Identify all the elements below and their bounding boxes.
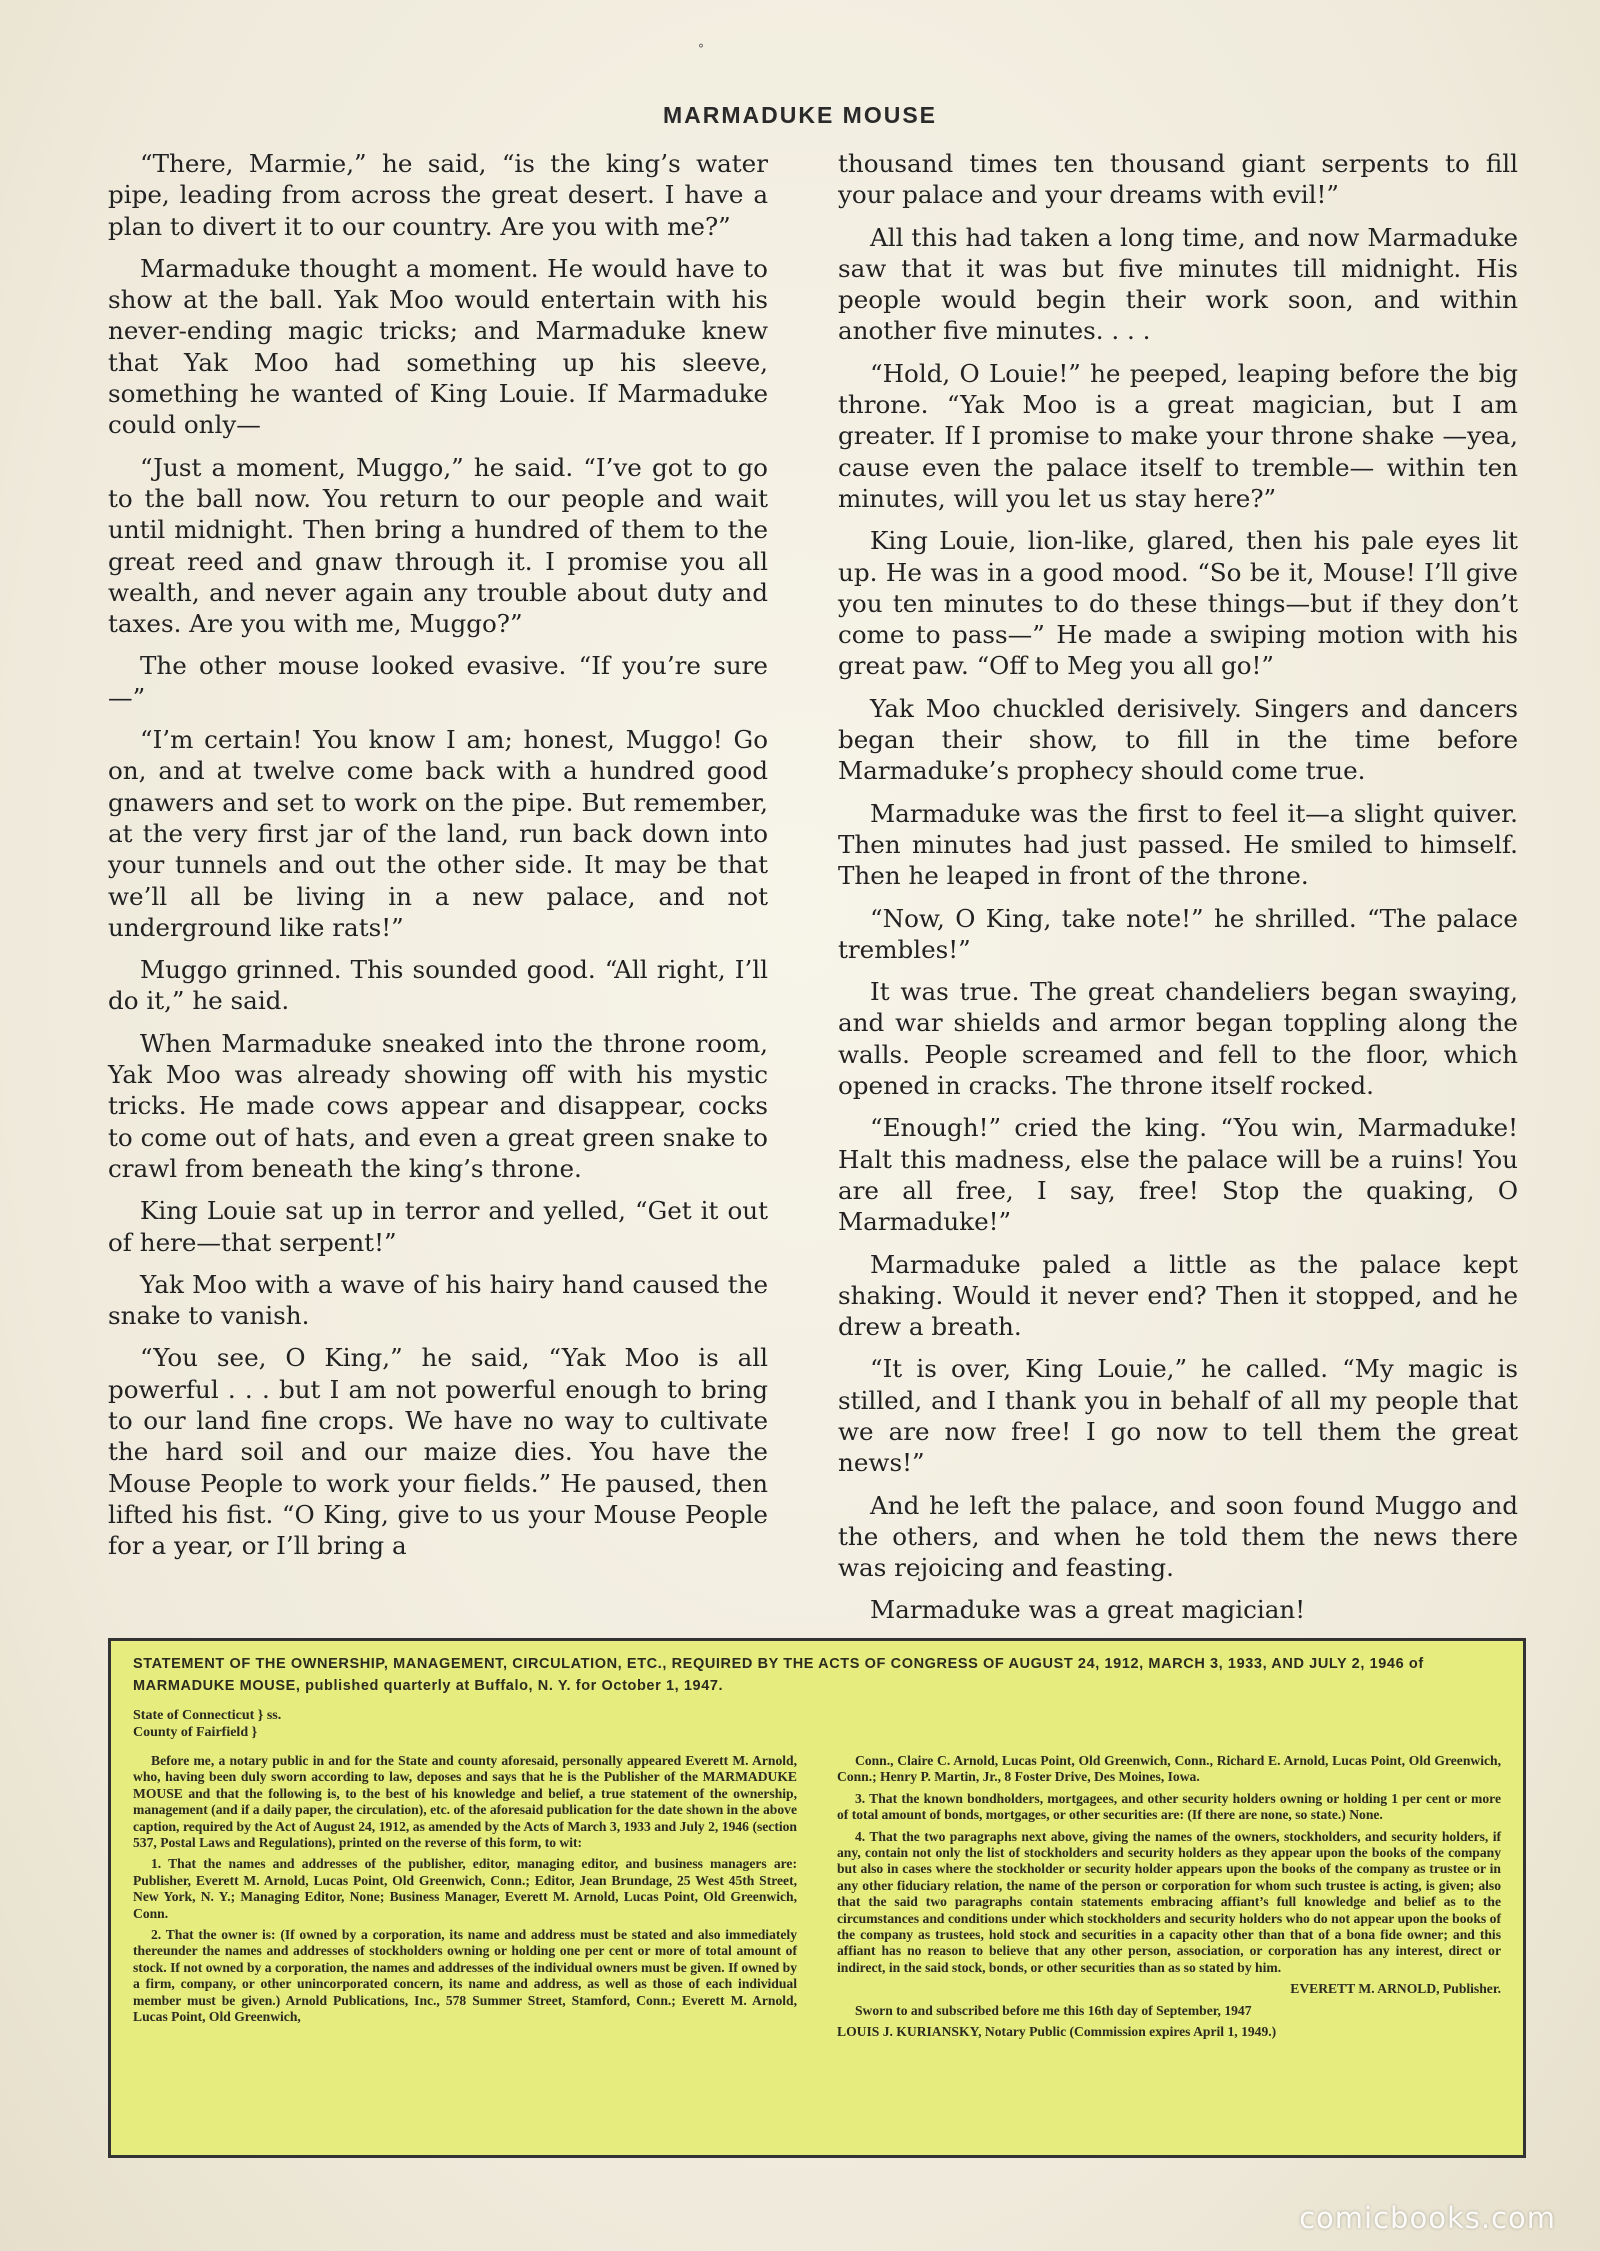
statement-column-left bbox=[133, 1753, 797, 2046]
story-paragraph: “Enough!” cried the king. “You win, Marmaduke! Halt this madness, else the palace will be a ruins! You are all free, I say, free! Stop the quaking, O Marmaduke!” bbox=[838, 1113, 1518, 1237]
story-paragraph: Yak Moo with a wave of his hairy hand caused the snake to vanish. bbox=[108, 1269, 768, 1331]
story-paragraph: Yak Moo chuckled derisively. Singers and dancers began their show, to fill in the time before Marmaduke’s prophecy should come true. bbox=[838, 693, 1518, 786]
running-head: MARMADUKE MOUSE bbox=[662, 102, 938, 128]
story-paragraph: King Louie sat up in terror and yelled, “Get it out of here—that serpent!” bbox=[108, 1196, 768, 1257]
venue-county: County of Fairfield } bbox=[133, 1725, 258, 1740]
statement-columns bbox=[133, 1753, 1501, 2046]
story-paragraph: It was true. The great chandeliers began swaying, and war shields and armor began toppling along the walls. People screamed and fell to the floor, which opened in cracks. The throne itself rocked. bbox=[838, 977, 1518, 1101]
story-paragraph: Marmaduke was the first to feel it—a slight quiver. Then minutes had just passed. He smiled to himself. Then he leaped in front of the throne. bbox=[838, 798, 1518, 891]
site-watermark: comicbooks.com bbox=[1299, 2201, 1556, 2235]
notary-line: LOUIS J. KURIANSKY, Notary Public (Commission expires April 1, 1949.) bbox=[837, 2024, 1277, 2040]
story-paragraph: The other mouse looked evasive. “If you’re sure—” bbox=[108, 651, 768, 712]
story-paragraph: All this had taken a long time, and now Marmaduke saw that it was but five minutes till midnight. His people would begin their work soon, and within another five minutes. . . . bbox=[838, 222, 1518, 346]
statement-paragraph: 1. That the names and addresses of the publisher, editor, managing editor, and business managers are: Publisher, Everett M. Arnold, Lucas Point, Old Greenwich, Conn.; Editor, Jean Brundage, 25 West 45th Street, New York, N. Y.; Managing Editor, None; Business Manager, Everett M. Arnold, Lucas Point, Old Greenwich, Conn. bbox=[133, 1856, 797, 1921]
statement-paragraph: 4. That the two paragraphs next above, giving the names of the owners, stockholders, and security holders, if any, contain not only the list of stockholders and security holders as they appear upon the books of the company but also in cases where the stockholder or security holder appears upon the books of the company as trustee or in any other fiduciary relation, the name of the person or corporation for whom such trustee is acting, is given; also that the said two paragraphs contain statements embracing affiant’s full knowledge and belief as to the circumstances and conditions under which stockholders and security holders who do not appear upon the books of the company as trustees, hold stock and securities in a capacity other than that of a bona fide owner; and this affiant has no reason to believe that any other person, association, or corporation has any interest, direct or indirect, in the said stock, bonds, or other securities than as so stated by him. bbox=[837, 1828, 1501, 1975]
statement-venue bbox=[133, 1707, 1501, 1741]
publisher-signature: EVERETT M. ARNOLD, Publisher. bbox=[1290, 1981, 1501, 1997]
story-column-right bbox=[838, 148, 1518, 1637]
ownership-statement-box bbox=[108, 1638, 1526, 2158]
statement-paragraph: Before me, a notary public in and for the State and county aforesaid, personally appeared Everett M. Arnold, who, having been duly sworn according to law, deposes and says that he is the Publisher of the MARMADUKE MOUSE and that the following is, to the best of his knowledge and belief, a true statement of the ownership, management (and if a daily paper, the circulation), etc. of the aforesaid publication for the date shown in the above caption, required by the Act of August 24, 1912, as amended by the Acts of March 3, 1933 and July 2, 1946 (section 537, Postal Laws and Regulations), printed on the reverse of this form, to wit: bbox=[133, 1753, 797, 1851]
story-paragraph: “Hold, O Louie!” he peeped, leaping before the big throne. “Yak Moo is a great magician, but I am greater. If I promise to make your throne shake —yea, cause even the palace itself to tremble— within ten minutes, will you let us stay here?” bbox=[838, 358, 1518, 513]
story-paragraph: Marmaduke thought a moment. He would have to show at the ball. Yak Moo would entertain with his never-ending magic tricks; and Marmaduke knew that Yak Moo had something up his sleeve, something he wanted of King Louie. If Marmaduke could only— bbox=[108, 253, 768, 440]
statement-paragraph: Conn., Claire C. Arnold, Lucas Point, Old Greenwich, Conn., Richard E. Arnold, Lucas Point, Old Greenwich, Conn.; Henry P. Martin, Jr., 8 Foster Drive, Des Moines, Iowa. bbox=[837, 1753, 1501, 1785]
story-paragraph: “There, Marmie,” he said, “is the king’s water pipe, leading from across the great desert. I have a plan to divert it to our country. Are you with me?” bbox=[108, 149, 768, 241]
sworn-line: Sworn to and subscribed before me this 16th day of September, 1947 bbox=[855, 2002, 1252, 2018]
venue-state: State of Connecticut } ss. bbox=[133, 1708, 282, 1723]
page-mark: ° bbox=[698, 42, 704, 56]
story-paragraph: “Now, O King, take note!” he shrilled. “The palace trembles!” bbox=[838, 903, 1518, 964]
statement-column-right bbox=[837, 1753, 1501, 2046]
story-paragraph: “Just a moment, Muggo,” he said. “I’ve got to go to the ball now. You return to our people and wait until midnight. Then bring a hundred of them to the great reed and gnaw through it. I promise you all wealth, and never again any trouble about duty and taxes. Are you with me, Muggo?” bbox=[108, 452, 768, 639]
story-paragraph: “I’m certain! You know I am; honest, Muggo! Go on, and at twelve come back with a hundred good gnawers and set to work on the pipe. But remember, at the very first jar of the land, run back down into your tunnels and out the other side. It may be that we’ll all be living in a new palace, and not underground like rats!” bbox=[108, 725, 768, 942]
statement-paragraph: 3. That the known bondholders, mortgagees, and other security holders owning or holding 1 per cent or more of total amount of bonds, mortgages, or other securities are: (If there are none, so state.) None. bbox=[837, 1790, 1501, 1823]
story-paragraph: And he left the palace, and soon found Muggo and the others, and when he told them the news there was rejoicing and feasting. bbox=[838, 1490, 1518, 1583]
story-paragraph: When Marmaduke sneaked into the throne room, Yak Moo was already showing off with his mystic tricks. He made cows appear and disappear, cocks to come out of hats, and even a great green snake to crawl from beneath the king’s throne. bbox=[108, 1028, 768, 1183]
statement-paragraph: 2. That the owner is: (If owned by a corporation, its name and address must be stated and also immediately thereunder the names and addresses of stockholders owning or holding one per cent or more of total amount of stock. If not owned by a corporation, the names and addresses of the individual owners must be given. If owned by a firm, company, or other unincorporated concern, its name and address, as well as those of each individual member must be given.) Arnold Publications, Inc., 578 Summer Street, Stamford, Conn.; Everett M. Arnold, Lucas Point, Old Greenwich, bbox=[133, 1927, 797, 2025]
story-closing-line: Marmaduke was a great magician! bbox=[870, 1595, 1306, 1625]
statement-heading: STATEMENT OF THE OWNERSHIP, MANAGEMENT, CIRCULATION, ETC., REQUIRED BY THE ACTS OF CONGRESS OF AUGUST 24, 1912, MARCH 3, 1933, AND JULY 2, 1946 of MARMADUKE MOUSE, published quarterly at Buffalo, N. Y. for October 1, 1947. bbox=[133, 1656, 1424, 1694]
story-column-left bbox=[108, 148, 768, 1572]
story-paragraph: thousand times ten thousand giant serpents to fill your palace and your dreams with evil!” bbox=[838, 149, 1518, 210]
story-paragraph: Marmaduke paled a little as the palace kept shaking. Would it never end? Then it stopped, and he drew a breath. bbox=[838, 1249, 1518, 1342]
story-paragraph: King Louie, lion-like, glared, then his pale eyes lit up. He was in a good mood. “So be it, Mouse! I’ll give you ten minutes to do these things—but if they don’t come to pass—” He made a swiping motion with his great paw. “Off to Meg you all go!” bbox=[838, 526, 1518, 681]
story-paragraph: “It is over, King Louie,” he called. “My magic is stilled, and I thank you in behalf of all my people that we are now free! I go now to tell them the great news!” bbox=[838, 1354, 1518, 1478]
story-paragraph: “You see, O King,” he said, “Yak Moo is all powerful . . . but I am not powerful enough to bring to our land fine crops. We have no way to cultivate the hard soil and our maize dies. You have the Mouse People to work your fields.” He paused, then lifted his fist. “O King, give to us your Mouse People for a year, or I’ll bring a bbox=[108, 1343, 768, 1561]
story-paragraph: Muggo grinned. This sounded good. “All right, I’ll do it,” he said. bbox=[108, 955, 768, 1016]
